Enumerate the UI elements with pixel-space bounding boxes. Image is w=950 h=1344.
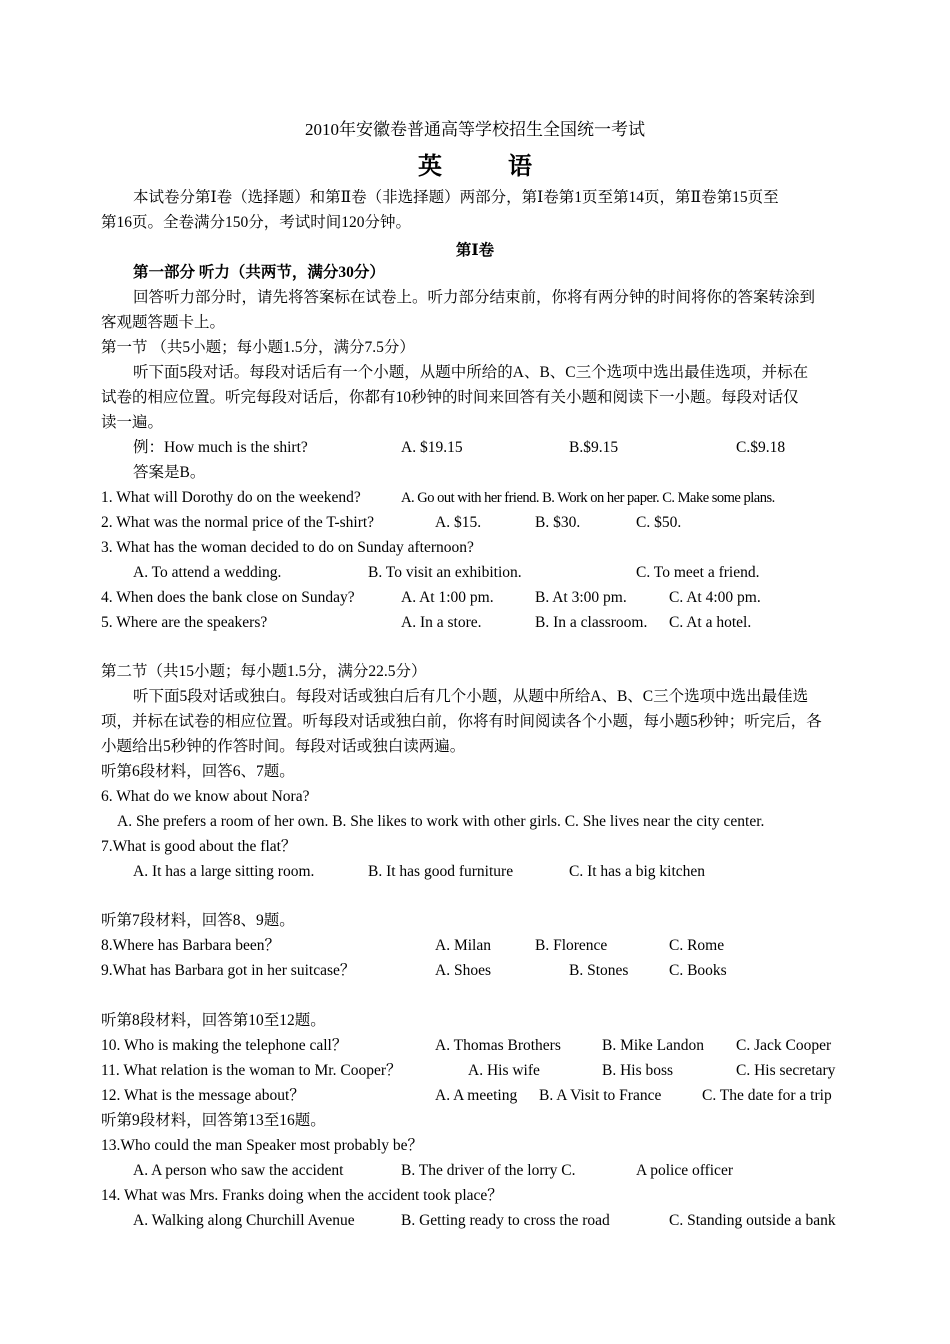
option-a: A. His wife (468, 1062, 540, 1079)
option-c: C. It has a big kitchen (569, 863, 706, 880)
instruction-line: 项，并标在试卷的相应位置。听每段对话或独白前，你将有时间阅读各个小题，每小题5秒钟；听完后，各 (101, 713, 822, 730)
option-b: B. His boss (602, 1062, 674, 1079)
option-b: B. Getting ready to cross the road (401, 1212, 610, 1229)
question: 1. What will Dorothy do on the weekend? (101, 489, 361, 506)
option-b: B. To visit an exhibition. (368, 564, 522, 581)
question: 10. Who is making the telephone call？ (101, 1037, 348, 1054)
intro-line: 本试卷分第Ⅰ卷（选择题）和第Ⅱ卷（非选择题）两部分，第Ⅰ卷第1页至第14页，第Ⅱ卷第15页至 (133, 189, 779, 206)
question: 14. What was Mrs. Franks doing when the accident took place？ (101, 1187, 503, 1204)
option-a: A. Thomas Brothers (435, 1037, 561, 1054)
option-a: A. To attend a wedding. (133, 564, 282, 581)
option-c: C.$9.18 (736, 439, 786, 456)
instruction-line: 读一遍。 (101, 414, 164, 431)
option-b: B. It has good furniture (368, 863, 514, 880)
instruction-line: 小题给出5秒钟的作答时间。每段对话或独白读两遍。 (101, 738, 466, 755)
option-b: B. Stones (569, 962, 629, 979)
options: A. Go out with her friend. B. Work on her paper. C. Make some plans. (401, 490, 775, 506)
example-question: 例：How much is the shirt? (133, 439, 308, 456)
option-a: A. Walking along Churchill Avenue (133, 1212, 355, 1229)
option-a: A. Shoes (435, 962, 491, 979)
material-heading: 听第7段材料，回答8、9题。 (101, 912, 295, 929)
option-c: C. Books (669, 962, 727, 979)
option-b: B. A Visit to France (539, 1087, 662, 1104)
option-b: B. In a classroom. (535, 614, 648, 631)
option-c: C. His secretary (736, 1062, 836, 1079)
option-a: A. Milan (435, 937, 491, 954)
option-b: B. The driver of the lorry C. (401, 1162, 576, 1179)
question: 12. What is the message about？ (101, 1087, 305, 1104)
exam-title: 2010年安徽卷普通高等学校招生全国统一考试 (305, 120, 645, 139)
option-c: C. The date for a trip (702, 1087, 832, 1104)
option-b: B. $30. (535, 514, 581, 531)
option-c: C. Standing outside a bank (669, 1212, 836, 1229)
question: 3. What has the woman decided to do on Sunday afternoon? (101, 539, 474, 556)
option-b: B.$9.15 (569, 439, 619, 456)
instruction-line: 客观题答题卡上。 (101, 314, 226, 331)
instruction-line: 听下面5段对话或独白。每段对话或独白后有几个小题，从题中所给A、B、C三个选项中选出最佳选 (133, 688, 809, 705)
option-c: C. Jack Cooper (736, 1037, 832, 1054)
option-a: A. $15. (435, 514, 482, 531)
material-heading: 听第6段材料，回答6、7题。 (101, 763, 295, 780)
question: 4. When does the bank close on Sunday? (101, 589, 355, 606)
option-c: C. At 4:00 pm. (669, 589, 761, 606)
question: 2. What was the normal price of the T-shirt? (101, 514, 375, 531)
option-c: C. To meet a friend. (636, 564, 760, 581)
question: 8.Where has Barbara been？ (101, 937, 281, 954)
option-a: A. A person who saw the accident (133, 1162, 344, 1179)
example-answer: 答案是B。 (133, 464, 206, 481)
option-b: B. Mike Landon (602, 1037, 705, 1054)
option-c: A police officer (636, 1162, 733, 1179)
question: 11. What relation is the woman to Mr. Cooper？ (101, 1062, 402, 1079)
question: 5. Where are the speakers? (101, 614, 268, 631)
part-title: 第一部分 听力（共两节，满分30分） (133, 264, 385, 281)
material-heading: 听第8段材料，回答第10至12题。 (101, 1012, 326, 1029)
option-a: A. A meeting (435, 1087, 518, 1104)
option-c: C. Rome (669, 937, 725, 954)
section-title: 第二节（共15小题；每小题1.5分，满分22.5分） (101, 663, 427, 680)
volume-heading: 第Ⅰ卷 (455, 242, 495, 259)
subject-title: 英 语 (418, 154, 562, 180)
option-b: B. Florence (535, 937, 608, 954)
options: A. She prefers a room of her own. B. She likes to work with other girls. C. She lives near the city center. (117, 813, 765, 830)
option-b: B. At 3:00 pm. (535, 589, 627, 606)
material-heading: 听第9段材料，回答第13至16题。 (101, 1112, 326, 1129)
intro-line: 第16页。全卷满分150分，考试时间120分钟。 (101, 214, 412, 231)
option-a: A. In a store. (401, 614, 482, 631)
option-a: A. $19.15 (401, 439, 463, 456)
question: 6. What do we know about Nora? (101, 788, 310, 805)
question: 9.What has Barbara got in her suitcase？ (101, 962, 356, 979)
option-c: C. At a hotel. (669, 614, 752, 631)
instruction-line: 听下面5段对话。每段对话后有一个小题，从题中所给的A、B、C三个选项中选出最佳选项，并标在 (133, 364, 809, 381)
option-a: A. At 1:00 pm. (401, 589, 494, 606)
option-a: A. It has a large sitting room. (133, 863, 315, 880)
section-title: 第一节 （共5小题；每小题1.5分，满分7.5分） (101, 339, 415, 356)
instruction-line: 试卷的相应位置。听完每段对话后，你都有10秒钟的时间来回答有关小题和阅读下一小题。每段对话仅 (101, 389, 799, 406)
question: 7.What is good about the flat？ (101, 838, 297, 855)
instruction-line: 回答听力部分时，请先将答案标在试卷上。听力部分结束前，你将有两分钟的时间将你的答案转涂到 (133, 289, 816, 306)
option-c: C. $50. (636, 514, 682, 531)
question: 13.Who could the man Speaker most probably be？ (101, 1137, 423, 1154)
